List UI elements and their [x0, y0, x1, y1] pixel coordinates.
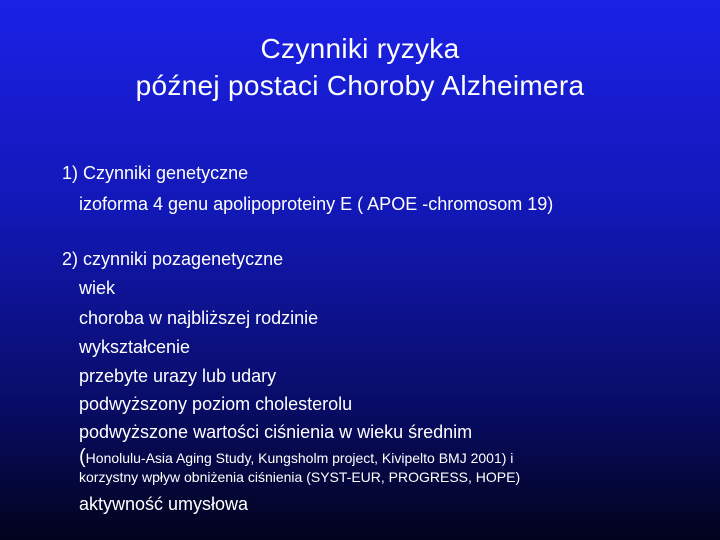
- section-2-item-family: choroba w najbliższej rodzinie: [79, 308, 319, 328]
- section-2-item-injuries: przebyte urazy lub udary: [79, 366, 277, 386]
- note-open-paren: (: [79, 446, 86, 468]
- note-line-2: korzystny wpływ obniżenia ciśnienia (SYST-EUR, PROGRESS, HOPE): [79, 469, 521, 485]
- section-2-item-cholesterol: podwyższony poziom cholesterolu: [79, 394, 353, 414]
- note-line-1: Honolulu-Asia Aging Study, Kungsholm project, Kivipelto BMJ 2001) i: [85, 450, 514, 466]
- section-2-item-education: wykształcenie: [79, 337, 191, 357]
- section-1-item-apoe: izoforma 4 genu apolipoproteiny E ( APOE -chromosom 19): [79, 194, 554, 214]
- section-2-heading: 2) czynniki pozagenetyczne: [62, 249, 284, 269]
- section-2-item-age: wiek: [79, 278, 116, 298]
- title-line-2: późnej postaci Choroby Alzheimera: [135, 70, 585, 101]
- section-2-item-mental-activity: aktywność umysłowa: [79, 494, 249, 514]
- study-reference-note: [79, 447, 513, 468]
- section-1-heading: 1) Czynniki genetyczne: [62, 163, 249, 183]
- title-line-1: Czynniki ryzyka: [260, 33, 460, 64]
- slide-title: [0, 30, 720, 104]
- section-2-item-blood-pressure: podwyższone wartości ciśnienia w wieku średnim: [79, 422, 473, 442]
